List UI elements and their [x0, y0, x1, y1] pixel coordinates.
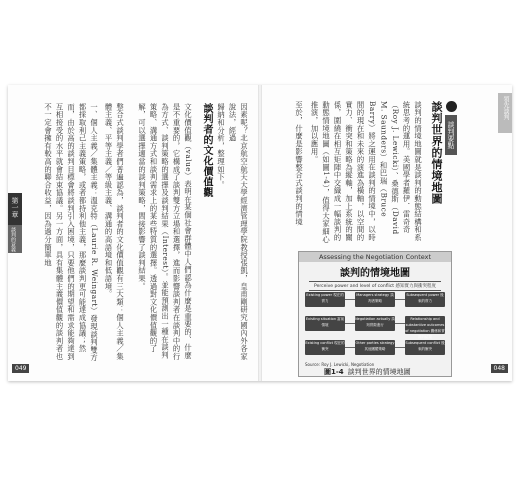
left-col1: 因素呢？北京航空航天大學經濟管理學院教授張凱，皇甫剛研究國內外各家說法，經過	[228, 103, 249, 361]
right-paragraph-end: 至於，什麼是影響整合式談判的情境	[295, 101, 304, 226]
paragraph-2: 整合式談判學者們普遍認為，談判者的文化價值觀有三大類：個人主義／集體主義、平等主義／等級主義、溝通的高語境和低語境。	[104, 103, 125, 361]
arrow	[345, 323, 355, 324]
section-heading: 談判者的文化價值觀	[201, 103, 212, 198]
right-page-number: 048	[491, 364, 508, 373]
gutter	[258, 85, 262, 381]
chapter-subtab-label: 談判的意義	[10, 227, 16, 252]
node-existing-situation: Existing situation 當前情境	[305, 316, 345, 331]
left-intro-text	[217, 103, 250, 363]
node-other-strategy: Other parties strategy 其他團體策略	[355, 340, 395, 355]
bullet-circle-icon	[446, 101, 457, 112]
figure-1-4	[298, 251, 452, 377]
left-page-number: 049	[12, 364, 29, 373]
chapter-subtab	[8, 225, 22, 253]
node-managers-strategy: Managers strategy 談判者策略	[355, 292, 395, 307]
chapter-tab-label: 第一章	[11, 197, 19, 218]
node-existing-power: Existing power 現在的實力	[305, 292, 345, 307]
figure-source: Source: Roy J. Lewicki, Negotiation	[305, 362, 375, 367]
right-paragraph: 談判的情境地圖就是談判的動態結構和系統思考的運用。美國學者羅伊．雷奇奇（Roy J. Lewicki）、桑德斯（David M. Saunders）和巴瑞（Bruce Barry）將之運用在談判的情境中，以時間的現在和未來的演進為橫軸，以空間的實力、衝突和策略為縱軸，加上系統的關係，圍繞在相互矩陣中交織成一幅談判的動態情境地圖（如圖1-4），值得大家細心推演，加以應用。	[310, 101, 423, 244]
node-existing-conflict: Existing conflict 現在的衝突	[305, 340, 345, 355]
right-tab	[498, 93, 512, 133]
right-heading: 談判世界的情境地圖	[430, 101, 443, 205]
book-spread	[8, 85, 512, 381]
section-tag: 談判要點	[445, 115, 457, 155]
arrow	[395, 323, 405, 324]
arrow	[395, 299, 405, 300]
arrow	[395, 347, 405, 348]
right-tab-label: 領先談判	[502, 96, 509, 120]
figure-title: 談判的情境地圖	[340, 268, 410, 279]
figure-banner: Assessing the Negotiation Context	[299, 252, 451, 262]
node-outcomes: Relationship and substantive outcomes of negotiation 關係和實質的結果	[405, 317, 445, 339]
figure-caption	[324, 367, 411, 377]
left-col2: 歸納和分析，整理如下。	[217, 103, 226, 189]
node-subsequent-conflict: Subsequent conflict 後來的衝突	[405, 340, 445, 355]
caption-text: 談判世界的情境地圖	[347, 368, 411, 376]
arrow	[345, 347, 355, 348]
node-negotiation: Negotiation actually 談判實際進行	[355, 316, 395, 331]
arrow	[345, 299, 355, 300]
node-subsequent-power: Subsequent power 後來的實力	[405, 292, 445, 307]
figure-subtitle: Perceive power and level of conflict 感知實力與衝突程度	[309, 281, 441, 291]
paragraph-1: 文化價值觀（value）表明在某個社會群體中人們認為什麼是重要的、什麼是不重要的，它構成了談判雙方立場和選擇，進而影響談判者在談判中的行為方式、談判策略的選擇及談判結果（Interest）。並能預測出一種在談判策略、溝通方式和談判需求上的某些特質的選擇。透過對文化價值觀的了解，可以選擇適當的談判策略，間接影響了談判結果。	[138, 103, 193, 361]
caption-label: 圖1-4	[324, 368, 344, 376]
paragraph-3: 一、個人主義／集體主義：溫克特（Laurie R. Weingart）發現談判雙方都採取利己主義策略，或者都持利他主義，那麼談判更可能達成協議；然而，由於高的談判目標會將談判引入困境，只要他們的期望和需求能夠達到互相接受的水平就會結束協議。另一方面，具有集體主義價值觀的談判者也不一定會擁有較高的聯合收益，因為過分簡單地	[44, 103, 99, 362]
